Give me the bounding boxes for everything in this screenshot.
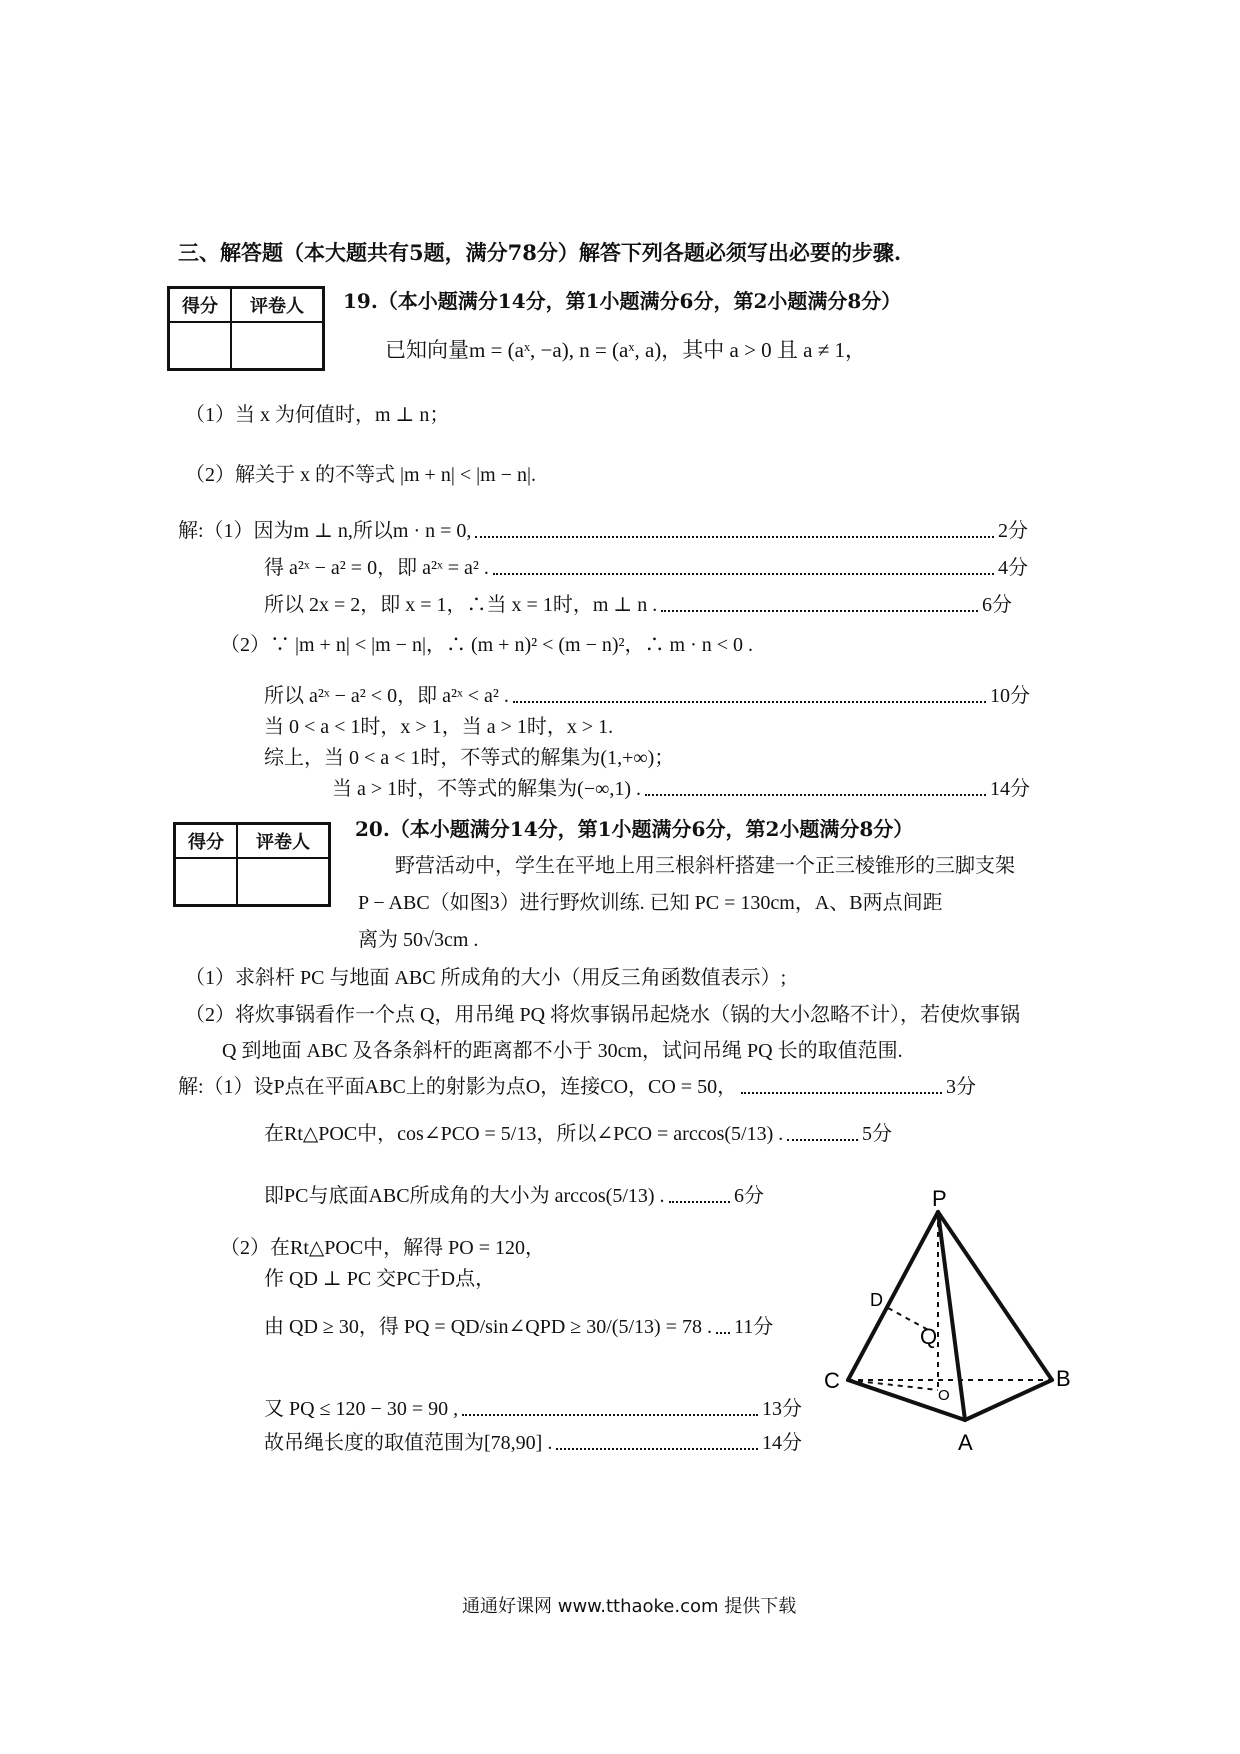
q20-part2-line: Q 到地面 ABC 及各条斜杆的距离都不小于 30cm，试问吊绳 PQ 长的取值范围. — [222, 1040, 903, 1062]
dot-leader — [513, 701, 986, 703]
q20-stem-line: 离为 50√3cm . — [358, 929, 479, 951]
q20-sol-line: 即PC与底面ABC所成角的大小为 arccos(5/13) . — [264, 1185, 665, 1207]
section-header: 三、解答题（本大题共有5题，满分78分）解答下列各题必须写出必要的步骤. — [178, 240, 902, 265]
q20-sol-line: 由 QD ≥ 30，得 PQ = QD/sin∠QPD ≥ 30/(5/13) = 78 . — [264, 1316, 712, 1338]
q19-sol-line: 解:（1）因为m ⊥ n,所以m · n = 0, — [178, 520, 472, 542]
q20-part2-line: （2）将炊事锅看作一个点 Q，用吊绳 PQ 将炊事锅吊起烧水（锅的大小忽略不计），若使炊事锅 — [185, 1004, 1021, 1026]
q19-sol-score: 4分 — [998, 557, 1028, 579]
q20-sol-score: 3分 — [946, 1076, 976, 1098]
q19-sol-line: 综上，当 0 < a < 1时，不等式的解集为(1,+∞)； — [264, 747, 675, 769]
score-cell — [175, 858, 238, 906]
q20-sol-score: 11分 — [734, 1316, 774, 1338]
grader-cell — [237, 858, 330, 906]
score-cell — [169, 322, 232, 370]
q20-sol-line: 又 PQ ≤ 120 − 30 = 90 , — [264, 1398, 459, 1420]
dot-leader — [493, 573, 994, 575]
q19-sol-line: 得 a²ˣ − a² = 0，即 a²ˣ = a² . — [264, 557, 489, 579]
dot-leader — [716, 1332, 730, 1334]
q19-sol-line: 所以 2x = 2，即 x = 1，∴当 x = 1时，m ⊥ n . — [264, 594, 658, 616]
q19-sol-score: 6分 — [982, 594, 1012, 616]
label-a: A — [958, 1430, 973, 1455]
q19-score-table — [167, 286, 325, 371]
q20-sol-score: 14分 — [762, 1432, 802, 1454]
dot-leader — [462, 1414, 758, 1416]
label-q: Q — [920, 1324, 938, 1349]
grader-col-label: 评卷人 — [237, 824, 330, 858]
q20-part1: （1）求斜杆 PC 与地面 ABC 所成角的大小（用反三角函数值表示）; — [185, 967, 787, 989]
q20-score-table — [173, 822, 331, 907]
q20-sol-line: 故吊绳长度的取值范围为[78,90] . — [264, 1432, 553, 1454]
q19-sol-score: 10分 — [990, 685, 1030, 707]
label-b: B — [1056, 1366, 1071, 1391]
label-p: P — [932, 1190, 947, 1211]
q19-sol-line: （2）∵ |m + n| < |m − n|，∴ (m + n)² < (m − n)²，∴ m · n < 0 . — [220, 634, 754, 656]
q19-sol-line: 当 0 < a < 1时，x > 1，当 a > 1时，x > 1. — [264, 716, 614, 738]
dot-leader — [556, 1448, 758, 1450]
score-col-label: 得分 — [169, 288, 232, 322]
q19-sol-line: 当 a > 1时，不等式的解集为(−∞,1) . — [332, 778, 642, 800]
q20-sol-line: 解:（1）设P点在平面ABC上的射影为点O，连接CO，CO = 50， — [178, 1076, 738, 1098]
edge-ab — [965, 1380, 1052, 1420]
q20-stem-line: P − ABC（如图3）进行野炊训练. 已知 PC = 130cm，A、B两点间距 — [358, 892, 943, 914]
q20-sol-line: 在Rt△POC中，cos∠PCO = 5/13，所以∠PCO = arccos(5/13) . — [264, 1123, 784, 1145]
pyramid-figure — [820, 1190, 1090, 1460]
grader-cell — [231, 322, 324, 370]
edge-pc — [848, 1212, 938, 1380]
q19-sol-score: 2分 — [998, 520, 1028, 542]
score-col-label: 得分 — [175, 824, 238, 858]
q19-stem: 已知向量m = (aˣ, −a), n = (aˣ, a)，其中 a > 0 且 a ≠ 1， — [385, 338, 867, 362]
q20-sol-line: 作 QD ⊥ PC 交PC于D点， — [264, 1268, 496, 1290]
q20-stem-line: 野营活动中，学生在平地上用三根斜杆搭建一个正三棱锥形的三脚支架 — [395, 855, 1015, 877]
dot-leader — [661, 610, 978, 612]
q19-sol-line: 所以 a²ˣ − a² < 0，即 a²ˣ < a² . — [264, 685, 509, 707]
dot-leader — [645, 794, 986, 796]
label-d: D — [870, 1290, 883, 1310]
q19-header: 19.（本小题满分14分，第1小题满分6分，第2小题满分8分） — [343, 289, 902, 313]
label-c: C — [824, 1368, 840, 1393]
dot-leader — [787, 1139, 858, 1141]
q20-sol-score: 6分 — [734, 1185, 764, 1207]
dot-leader — [475, 536, 994, 538]
footer-credit: 通通好课网 www.tthaoke.com 提供下载 — [462, 1596, 797, 1617]
q19-part1: （1）当 x 为何值时，m ⊥ n； — [185, 404, 450, 426]
dot-leader — [741, 1092, 942, 1094]
grader-col-label: 评卷人 — [231, 288, 324, 322]
q19-part2: （2）解关于 x 的不等式 |m + n| < |m − n|. — [185, 464, 536, 486]
q20-header: 20.（本小题满分14分，第1小题满分6分，第2小题满分8分） — [355, 817, 914, 841]
q20-sol-score: 13分 — [762, 1398, 802, 1420]
q20-sol-line: （2）在Rt△POC中，解得 PO = 120， — [220, 1237, 546, 1259]
q20-sol-score: 5分 — [862, 1123, 892, 1145]
q19-sol-score: 14分 — [990, 778, 1030, 800]
dot-leader — [669, 1201, 730, 1203]
label-o: O — [938, 1387, 950, 1404]
